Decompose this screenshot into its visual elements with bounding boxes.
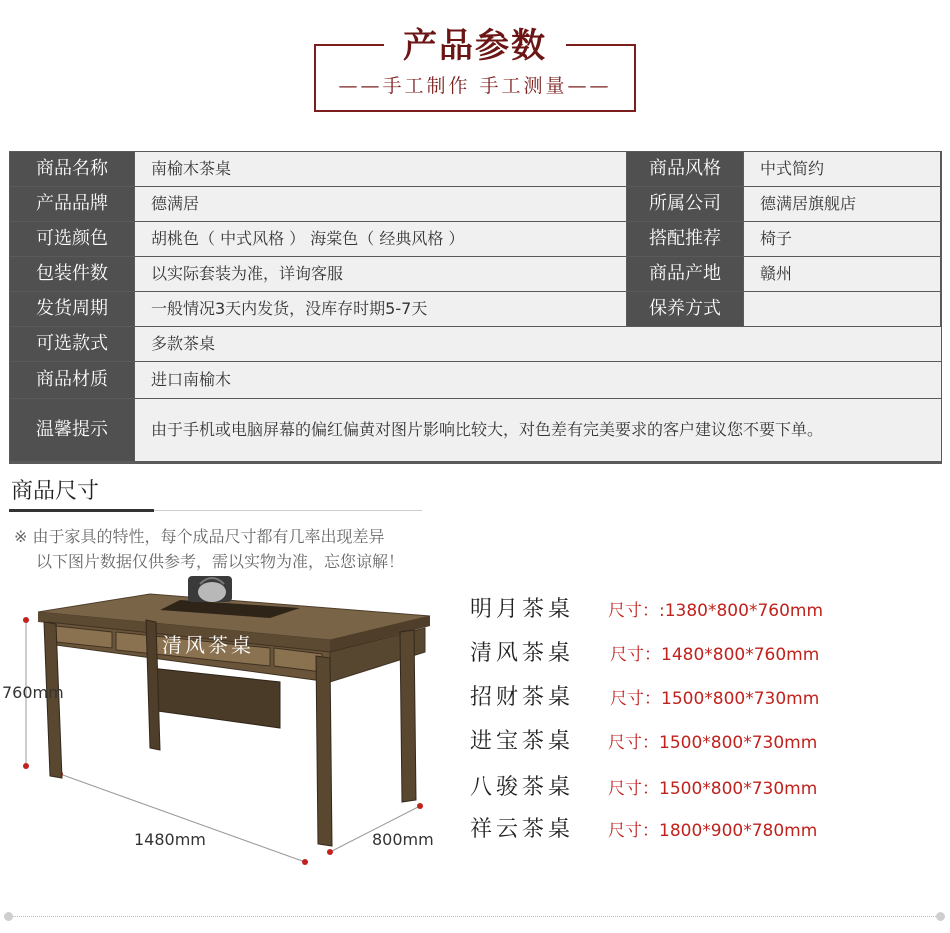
model-size: 尺寸：1500*800*730mm xyxy=(608,733,818,753)
spec-value: 由于手机或电脑屏幕的偏红偏黄对图片影响比较大，对色差有完美要求的客户建议您不要下单。 xyxy=(135,399,941,461)
spec-key: 可选颜色 xyxy=(10,222,134,256)
dimension-marker xyxy=(23,617,29,623)
dimension-marker xyxy=(327,849,333,855)
spec-key: 所属公司 xyxy=(627,187,743,221)
spec-row xyxy=(10,327,941,361)
model-size: 尺寸：:1380*800*760mm xyxy=(608,601,824,621)
model-size: 尺寸：1800*900*780mm xyxy=(608,821,818,841)
height-label: 760mm xyxy=(2,683,64,702)
spec-key: 包装件数 xyxy=(10,257,134,291)
size-section-title: 商品尺寸 xyxy=(11,479,100,504)
spec-value: 中式简约 xyxy=(744,152,940,186)
spec-row xyxy=(10,292,941,326)
model-name: 明月茶桌 xyxy=(470,597,575,622)
spec-row xyxy=(10,187,941,221)
table-leg xyxy=(316,656,332,846)
spec-value: 进口南榆木 xyxy=(135,362,941,398)
spec-value: 多款茶桌 xyxy=(135,327,941,361)
table-leg xyxy=(400,630,416,802)
model-row xyxy=(470,724,817,755)
spec-key: 保养方式 xyxy=(627,292,743,326)
length-label: 1480mm xyxy=(134,830,206,849)
spec-value: 德满居 xyxy=(135,187,626,221)
spec-value: 德满居旗舰店 xyxy=(744,187,940,221)
size-note-line2: 以下图片数据仅供参考，需以实物为准，忘您谅解！ xyxy=(36,552,405,571)
divider-dot-right xyxy=(936,912,945,921)
spec-key: 商品风格 xyxy=(627,152,743,186)
spec-key: 发货周期 xyxy=(10,292,134,326)
spec-key: 商品材质 xyxy=(10,362,134,398)
spec-row xyxy=(10,257,941,291)
page-title: 产品参数 xyxy=(395,26,555,66)
spec-row xyxy=(10,152,941,186)
spec-value: 赣州 xyxy=(744,257,940,291)
model-row xyxy=(470,636,819,667)
spec-row xyxy=(10,362,941,398)
model-row xyxy=(470,812,817,843)
size-note-line1: ※ 由于家具的特性，每个成品尺寸都有几率出现差异 xyxy=(14,527,385,546)
model-name: 八骏茶桌 xyxy=(470,775,575,800)
under-cabinet xyxy=(150,668,280,728)
spec-value xyxy=(744,292,940,326)
model-name: 招财茶桌 xyxy=(470,685,575,710)
spec-value: 一般情况3天内发货，没库存时期5-7天 xyxy=(135,292,626,326)
model-size: 尺寸：1500*800*730mm xyxy=(610,689,820,709)
model-row xyxy=(470,770,817,801)
kettle-icon xyxy=(198,582,226,602)
spec-value: 南榆木茶桌 xyxy=(135,152,626,186)
page-subtitle: ——手工制作 手工测量—— xyxy=(338,75,612,97)
size-title-divider xyxy=(154,510,422,511)
model-name: 清风茶桌 xyxy=(470,641,575,666)
dimension-marker xyxy=(417,803,423,809)
spec-key: 可选款式 xyxy=(10,327,134,361)
spec-value: 胡桃色（ 中式风格 ） 海棠色（ 经典风格 ） xyxy=(135,222,626,256)
desk-name-label: 清风茶桌 xyxy=(162,633,254,657)
model-name: 祥云茶桌 xyxy=(470,817,575,842)
divider-dot-left xyxy=(4,912,13,921)
depth-label: 800mm xyxy=(372,830,434,849)
dimension-marker xyxy=(23,763,29,769)
spec-key: 商品产地 xyxy=(627,257,743,291)
model-name: 进宝茶桌 xyxy=(470,729,575,754)
spec-value: 以实际套装为准，详询客服 xyxy=(135,257,626,291)
spec-key: 温馨提示 xyxy=(10,399,134,461)
spec-key: 产品品牌 xyxy=(10,187,134,221)
bottom-divider xyxy=(10,916,940,920)
model-row xyxy=(470,592,823,623)
model-size: 尺寸：1500*800*730mm xyxy=(608,779,818,799)
model-size: 尺寸：1480*800*760mm xyxy=(610,645,820,665)
spec-key: 商品名称 xyxy=(10,152,134,186)
spec-key: 搭配推荐 xyxy=(627,222,743,256)
spec-row xyxy=(10,222,941,256)
spec-table xyxy=(9,151,942,464)
model-row xyxy=(470,680,819,711)
spec-value: 椅子 xyxy=(744,222,940,256)
dimension-marker xyxy=(302,859,308,865)
size-title-underline xyxy=(9,509,154,512)
header-frame-bottom xyxy=(314,110,636,112)
spec-row xyxy=(10,399,941,461)
